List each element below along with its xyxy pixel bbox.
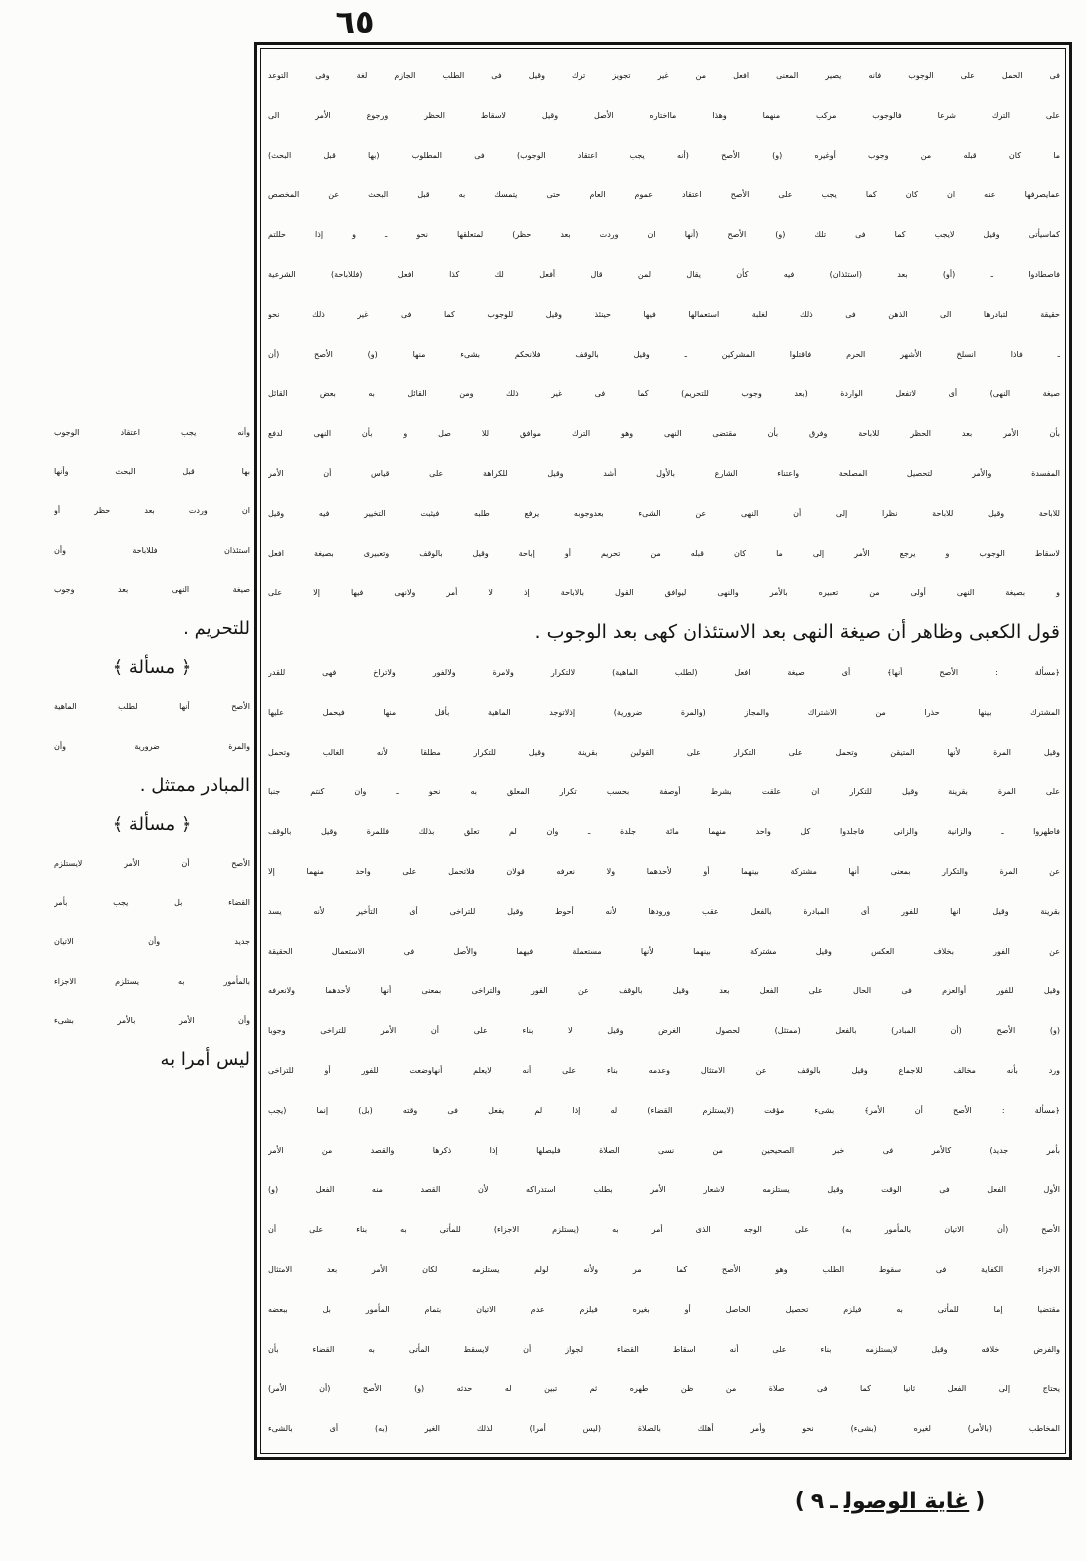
main-text-line: بقرينة وقيل انها للفور أى المبادرة بالفعل عقب ورودها لأنه أحوط وقيل للتراخى أى التأخير لأنه يسد bbox=[268, 906, 1060, 916]
main-text-line-section-heading: ﴿مسألة : الأصح أنها﴾ أى صيغة افعل (لطلب الماهية) لالتكرار ولامرة ولالفور ولاتراخ فهى للقدر bbox=[268, 667, 1060, 677]
margin-note-line: المبادر ممتثل . bbox=[139, 774, 250, 796]
main-text-line: الأصح (أن الاتيان بالمأمور به) على الوجه الذى أمر به (يستلزم الاجزاء) للمأتى به بناء على أن bbox=[268, 1225, 1060, 1235]
footer-sheet-number: ٩ bbox=[810, 1489, 825, 1514]
main-text-line: فاطهروا ـ والزانية والزانى فاجلدوا كل واحد منهما مائة جلدة ـ وان لم تعلق بذلك فللمرة وقيل بالوقف bbox=[268, 827, 1060, 837]
margin-section-heading: ﴿ مسألة ﴾ bbox=[112, 657, 192, 679]
page-number: ٦٥ bbox=[335, 3, 375, 41]
margin-note-line: وأن الأمر بالأمر بشىء bbox=[54, 1015, 250, 1025]
margin-note-line: الأصح أن الأمر لايستلزم bbox=[54, 859, 250, 869]
main-text-line: (و) الأصح (أن المبادر) بالفعل (ممتثل) لحصول الغرض وقيل لا بناء على أن الأمر للتراخى وجوبا bbox=[268, 1026, 1060, 1036]
main-text-line: و بصيغة النهى أولى من تعبيره بالأمر والنهى ليوافق القول بالاباحة إذ لا أمر ولانهى فيها إلا على bbox=[268, 588, 1060, 598]
margin-note-line: ليس أمرا به bbox=[160, 1049, 250, 1070]
main-text-line: عمايصرفها عنه ان كان كما يجب على الأصح اعتقاد عموم العام حتى يتمسك به قبل البحث عن المخصص bbox=[268, 190, 1060, 200]
main-text-line: المفسدة والأمر لتحصيل المصلحة واعتناء الشارع بالأول أشد وقيل للكراهة على قياس أن الأمر bbox=[268, 468, 1060, 478]
margin-note-line: بالمأمور به يستلزم الاجزاء bbox=[54, 976, 250, 986]
footer-signature bbox=[750, 1480, 1030, 1524]
main-text-line: المشترك بينها حذرا من الاشتراك والمجاز (والمرة ضرورية) إذلاتوجد الماهية بأقل منها فيحمل عليها bbox=[268, 707, 1060, 717]
main-text-line: المخاطب (بالأمر) لغيره (بشىء) نحو وأمر أهلك بالصلاة (ليس أمرا) لذلك الغير (به) أى بالشىء bbox=[268, 1424, 1060, 1434]
main-text-line: فاصطادوا ـ (أو) بعد (استئذان) فيه كأن يقال لمن قال أفعل لك كذا افعل (فللاباحة) الشرعية bbox=[268, 269, 1060, 279]
margin-notes bbox=[54, 413, 250, 1079]
margin-note-line: ان وردت بعد حظر أو bbox=[54, 506, 250, 516]
margin-note-line: وأنه يجب اعتقاد الوجوب bbox=[54, 428, 250, 437]
footer-book-title: غاية الوصول bbox=[843, 1489, 970, 1514]
main-text-line: على المرة بقرينة وقيل للتكرار ان علقت بشرط أوصفة بحسب تكرار المعلق به نحو ـ وان كنتم جنبا bbox=[268, 787, 1060, 797]
main-text-line: عن الفور بخلاف العكس وقيل مشتركة بينهما لأنها مستعملة فيهما والأصل فى الاستعمال الحقيقة bbox=[268, 946, 1060, 956]
main-text-line: ـ فاذا انسلخ الأشهر الحرم فاقتلوا المشركين ـ وقيل بالوقف فلانحكم بشىء منها (و) الأصح (أن bbox=[268, 349, 1060, 359]
footer-dash: ـ bbox=[830, 1489, 838, 1514]
footer-open-paren: ( bbox=[975, 1489, 986, 1514]
main-text-line-section-heading: ﴿مسألة : الأصح أن الأمر﴾ بشىء مؤقت (لايستلزم القضاء) له إذا لم يفعل فى وقته (بل) إنما (يجب bbox=[268, 1105, 1060, 1115]
margin-note-line: الأصح أنها لطلب الماهية bbox=[54, 702, 250, 712]
main-text-line: حقيقة لتبادرها الى الذهن فى ذلك لغلبة استعمالها فيها حينئذ وقيل للوجوب كما فى غير ذلك نحو bbox=[268, 309, 1060, 319]
main-text-line: الاجزاء الكفاية فى سقوط الطلب وهو الأصح كما مر ولأنه لولم يستلزمه لكان الأمر بعد الامتثال bbox=[268, 1264, 1060, 1274]
main-text-line: بأن الأمر بعد الحظر للاباحة وفرق بأن مقتضى النهى وهو الترك موافق للا صل و بأن النهى لدفع bbox=[268, 429, 1060, 439]
main-text-line: على الترك شرعا فالوجوب مركب منهما وهذا مااختاره الأصل وقيل لاسقاط الحظر ورجوع الأمر الى bbox=[268, 110, 1060, 120]
main-text-line: للاباحة وقيل للاباحة نظرا إلى أن النهى عن الشىء بعدوجوبه يرفع طلبه فيثبت التخيير فيه وقيل bbox=[268, 508, 1060, 518]
main-text-line: ورد بأنه مخالف للاجماع وقيل بالوقف عن الامتثال وعدمه بناء على أنه لايعلم أنهاوضعت للفور أو للتراخى bbox=[268, 1065, 1060, 1075]
margin-note-line: جديد وأن الاتيان bbox=[54, 937, 250, 947]
main-text-line: قول الكعبى وظاهر أن صيغة النهى بعد الاستئذان كهى بعد الوجوب . bbox=[534, 621, 1060, 644]
margin-section-heading: ﴿ مسألة ﴾ bbox=[112, 813, 192, 835]
footer-close-paren: ) bbox=[794, 1489, 805, 1514]
main-text-line: لاسقاط الوجوب و يرجع الأمر إلى ما كان قبله من تحريم أو إباحة وقيل بالوقف وتعبيرى بصيغة افعل bbox=[268, 548, 1060, 558]
main-text-line: يحتاج إلى الفعل ثانيا كما فى صلاة من ظن طهره ثم تبين له حدثه (و) الأصح (أن الأمر) bbox=[268, 1384, 1060, 1394]
margin-note-line: صيغة النهى بعد وجوب bbox=[54, 584, 250, 594]
main-text-line: عن المرة والتكرار بمعنى أنها مشتركة بينهما أو لأحدهما ولا نعرفه قولان فلاتحمل على واحد منهما إلا bbox=[268, 866, 1060, 876]
main-text-line: وقيل للفور أوالعزم فى الحال على الفعل بعد وقيل بالوقف عن الفور والتراخى بمعنى أنها لأحدهما ولانعرفه bbox=[268, 986, 1060, 996]
margin-note-line: القضاء بل يجب بأمر bbox=[54, 898, 250, 908]
main-text-block bbox=[268, 56, 1060, 1449]
margin-note-line: استئذان فللاباحة وأن bbox=[54, 545, 250, 555]
main-text-line: وقيل المرة لأنها المتيقن وتحمل على التكرار على القولين بقرينة وقيل للتكرار مطلقا لأنه الغالب وتحمل bbox=[268, 747, 1060, 757]
main-text-line: مقتضيا إما للمأتى به فيلزم تحصيل الحاصل أو بغيره فيلزم عدم الاتيان بتمام المأمور بل ببعضه bbox=[268, 1304, 1060, 1314]
main-text-line: صيغة النهى) أى لاتفعل الواردة (بعد وجوب للتحريم) كما فى غير ذلك ومن القائل به بعض القائل bbox=[268, 389, 1060, 399]
main-text-line: الأول الفعل فى الوقت وقيل يستلزمه لاشعار الأمر بطلب استدراكه لأن القصد منه الفعل (و) bbox=[268, 1185, 1060, 1195]
margin-note-line: للتحريم . bbox=[183, 617, 250, 639]
main-text-line: والفرض خلافه وقيل لايستلزمه بناء على أنه اسقاط القضاء لجواز أن لايسقط المأتى به القضاء بأن bbox=[268, 1344, 1060, 1354]
main-text-line: فى الحمل على الوجوب فانه يصير المعنى افعل من غير تجويز ترك وقيل فى الطلب الجازم لغة وفى التوعد bbox=[268, 71, 1060, 80]
main-text-line: بأمر جديد) كالأمر فى خبر الصحيحين من نسى الصلاة فليصلها إذا ذكرها والقصد من الأمر bbox=[268, 1145, 1060, 1155]
margin-note-line: بها قبل البحث وأنها bbox=[54, 467, 250, 477]
main-text-line: كماسيأتى وقيل لايجب كما فى تلك (و) الأصح (أنها ان وردت بعد حظر) لمتعلقها نحو ـ و إذا حللتم bbox=[268, 230, 1060, 240]
margin-note-line: والمرة ضرورية وأن bbox=[54, 741, 250, 751]
main-text-line: ما كان قبله من وجوب أوغيره (و) الأصح (أنه يجب اعتقاد الوجوب) فى المطلوب (بها قبل البحث) bbox=[268, 150, 1060, 160]
